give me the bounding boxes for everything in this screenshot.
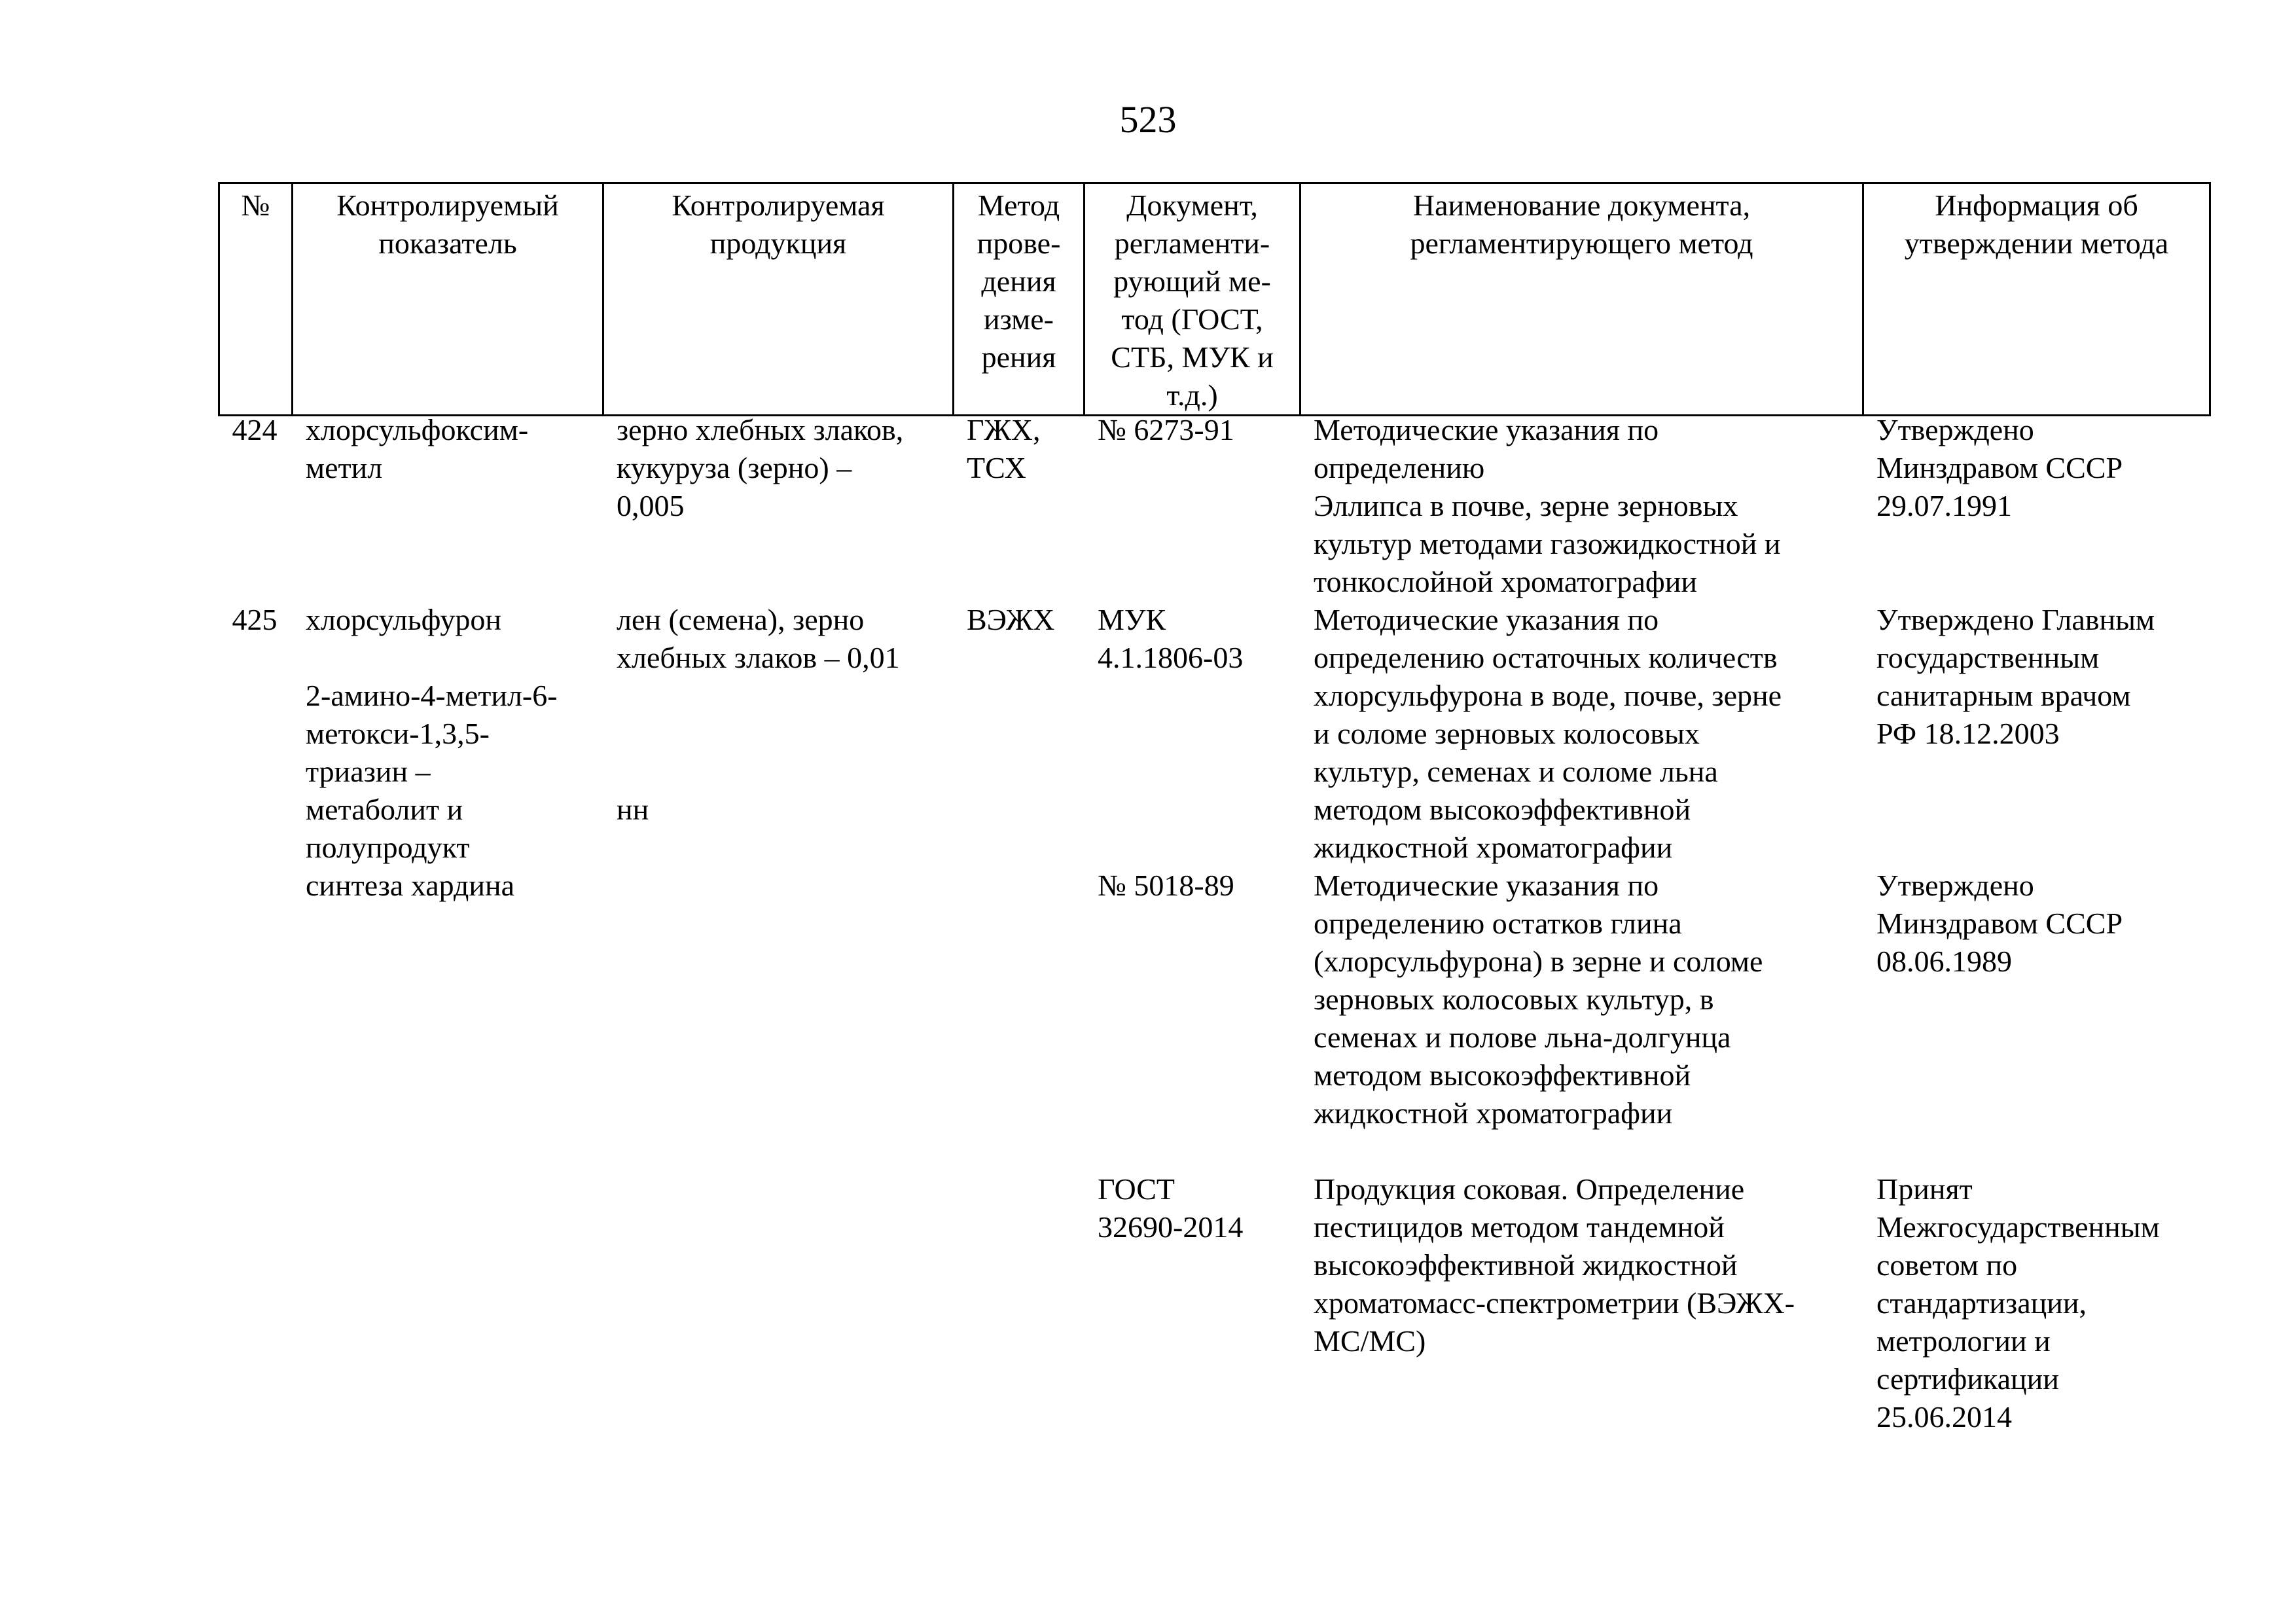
row-document: № 6273-91: [1098, 413, 1234, 446]
header-approval: Информация об утверждении метода: [1863, 183, 2210, 416]
row-indicator: [291, 1170, 602, 1436]
row-number: 424: [232, 413, 278, 446]
row-method: [952, 1170, 1083, 1436]
row-method: ГЖХ, ТСХ: [967, 413, 1041, 484]
header-method: Метод прове- дения изме- рения: [954, 183, 1085, 416]
table-row: [218, 411, 2209, 601]
row-approval: Утверждено Минздравом СССР 08.06.1989: [1876, 869, 2123, 978]
row-method: [952, 867, 1083, 1132]
table-row: [218, 1170, 2209, 1436]
row-product: [602, 1170, 952, 1436]
row-indicator: хлорсульфурон 2-амино-4-метил-6- метокси-1,3,5- триазин – метаболит и полупродукт синтеза хардина: [306, 603, 558, 902]
row-spacer: [218, 1132, 2209, 1170]
header-document: Документ, регламенти- рующий ме- тод (ГОСТ, СТБ, МУК и т.д.): [1085, 183, 1300, 416]
row-document: МУК 4.1.1806-03: [1098, 603, 1244, 674]
table-row: [218, 867, 2209, 1132]
table-body: [218, 411, 2209, 1436]
header-indicator: Контролируемый показатель: [293, 183, 603, 416]
header-number: №: [219, 183, 293, 416]
row-product: [602, 867, 952, 1132]
page-number: 523: [1119, 98, 1177, 141]
header-product: Контролируемая продукция: [603, 183, 954, 416]
row-number: [218, 867, 291, 1132]
row-method: ВЭЖХ: [967, 603, 1055, 636]
row-approval: Принят Межгосударственным советом по стандартизации, метрологии и сертификации 25.06.2014: [1876, 1172, 2160, 1434]
row-indicator: хлорсульфоксим- метил: [306, 413, 529, 484]
row-number: [218, 1170, 291, 1436]
row-doc-name: Методические указания по определению остаточных количеств хлорсульфурона в воде, почве, зерне и соломе зерновых колосовых культур, семенах и соломе льна методом высокоэффективной жидкостной хроматографии: [1314, 603, 1782, 864]
header-doc-name: Наименование документа, регламентирующего метод: [1300, 183, 1863, 416]
row-document: ГОСТ 32690-2014: [1098, 1172, 1244, 1244]
row-number: 425: [232, 603, 278, 636]
table-header: [218, 182, 2211, 416]
row-product: лен (семена), зерно хлебных злаков – 0,01 нн: [617, 603, 900, 826]
row-approval: Утверждено Минздравом СССР 29.07.1991: [1876, 413, 2123, 522]
row-approval: Утверждено Главным государственным санитарным врачом РФ 18.12.2003: [1876, 603, 2155, 750]
row-doc-name: Методические указания по определению Эллипса в почве, зерне зерновых культур методами газожидкостной и тонкослойной хроматографии: [1314, 413, 1781, 598]
row-doc-name: Продукция соковая. Определение пестицидов методом тандемной высокоэффективной жидкостной хроматомасс-спектрометрии (ВЭЖХ- МС/МС): [1314, 1172, 1795, 1358]
row-product: зерно хлебных злаков, кукуруза (зерно) – 0,005: [617, 413, 904, 522]
row-indicator: [291, 867, 602, 1132]
row-doc-name: Методические указания по определению остатков глина (хлорсульфурона) в зерне и соломе зерновых колосовых культур, в семенах и полове льна-долгунца методом высокоэффективной жидкостной хроматографии: [1314, 869, 1763, 1130]
table-row: [218, 601, 2209, 905]
row-document: № 5018-89: [1098, 869, 1234, 902]
